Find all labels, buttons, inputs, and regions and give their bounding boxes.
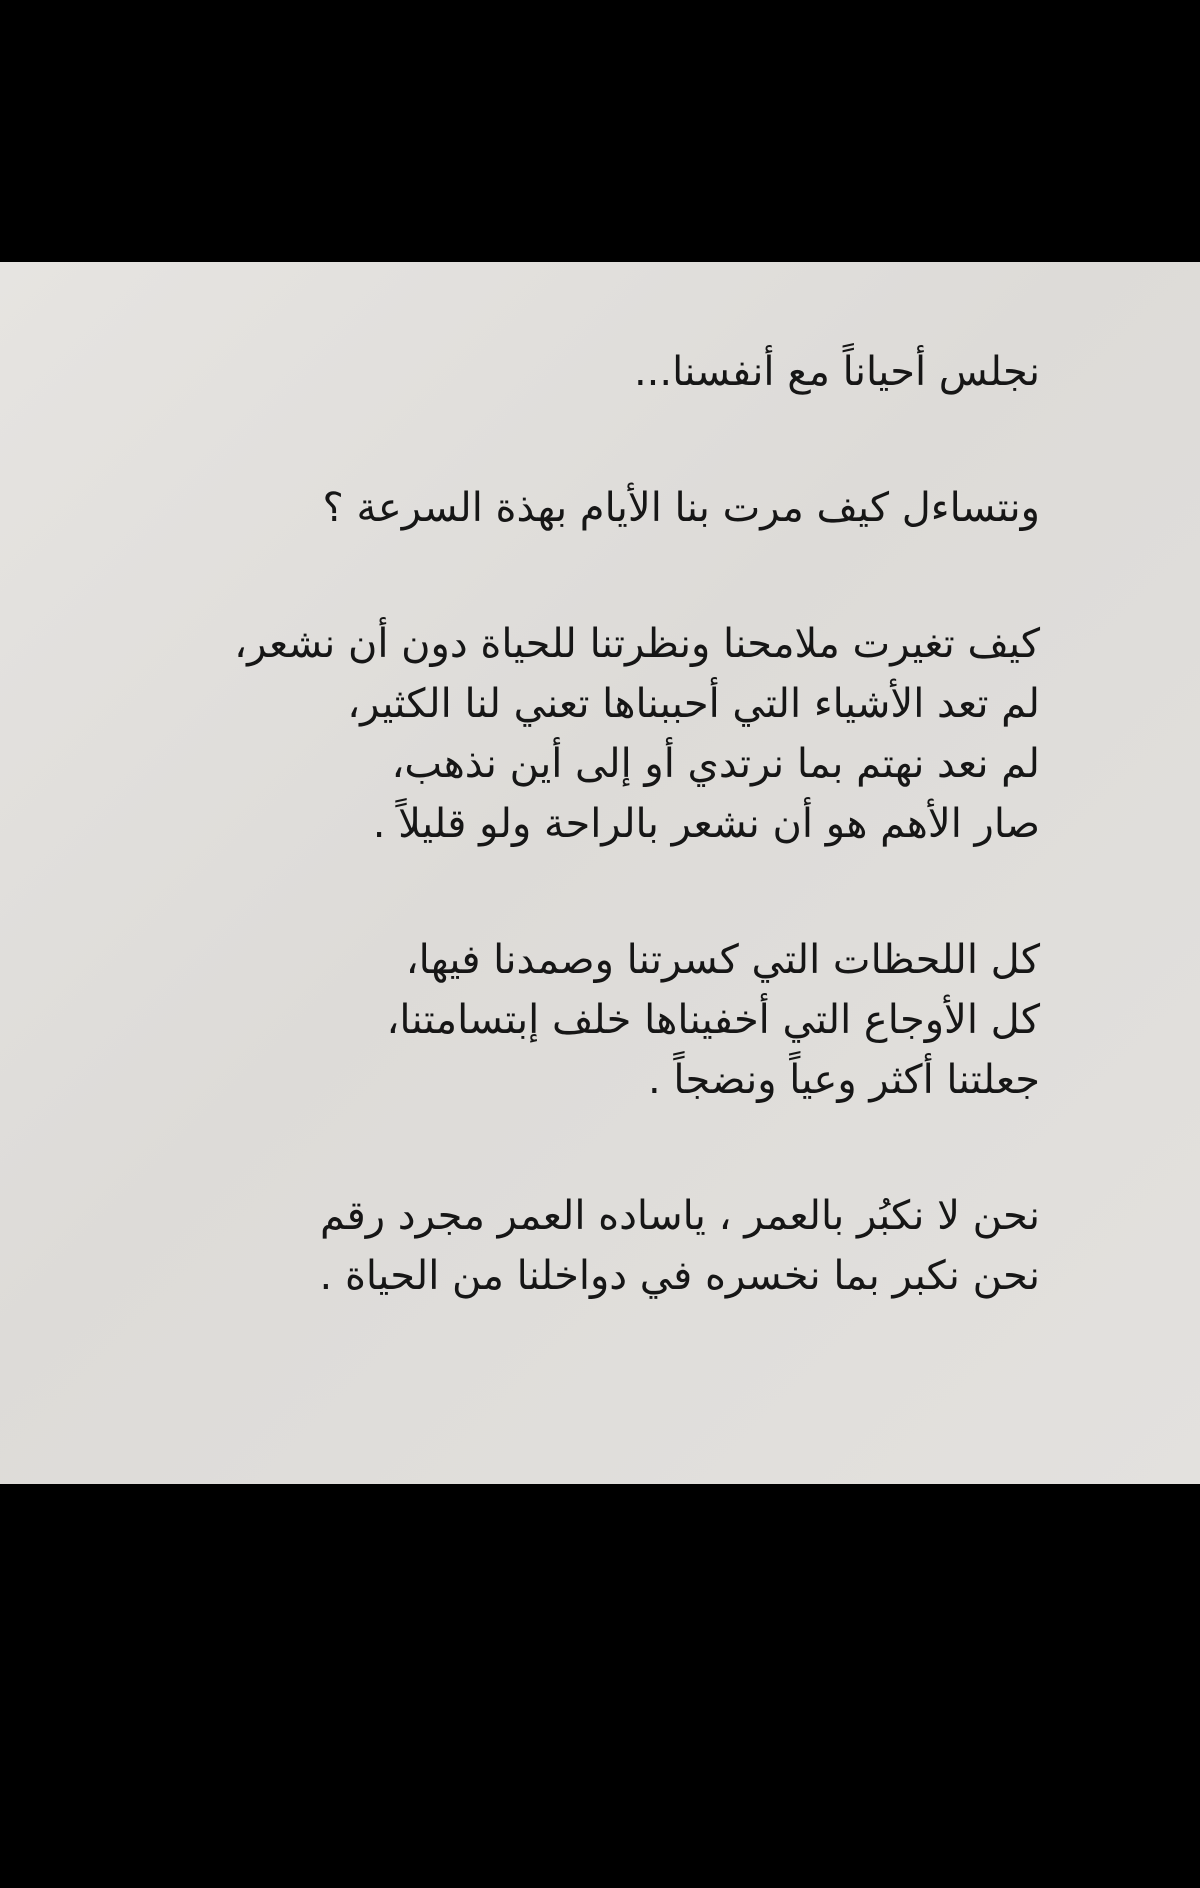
- text-line: كيف تغيرت ملامحنا ونظرتنا للحياة دون أن نشعر،: [234, 621, 1040, 667]
- stanza-1: [140, 342, 1040, 402]
- text-line: نحن نكبر بما نخسره في دواخلنا من الحياة .: [319, 1253, 1040, 1299]
- poem-text: [140, 342, 1040, 1306]
- top-black-band: [0, 0, 1200, 262]
- stanza-5: [140, 1186, 1040, 1306]
- text-line: كل الأوجاع التي أخفيناها خلف إبتسامتنا،: [386, 997, 1040, 1043]
- stanza-4: [140, 930, 1040, 1110]
- bottom-black-band: [0, 1484, 1200, 1888]
- text-line: نحن لا نكبُر بالعمر ، ياساده العمر مجرد رقم: [320, 1193, 1040, 1239]
- text-line: ونتساءل كيف مرت بنا الأيام بهذة السرعة ؟: [322, 485, 1040, 531]
- stanza-3: [140, 614, 1040, 854]
- stanza-2: [140, 478, 1040, 538]
- text-line: كل اللحظات التي كسرتنا وصمدنا فيها،: [405, 937, 1040, 983]
- paper-page: [0, 262, 1200, 1484]
- text-line: جعلتنا أكثر وعياً ونضجاً .: [647, 1057, 1040, 1103]
- text-line: لم نعد نهتم بما نرتدي أو إلى أين نذهب،: [391, 741, 1040, 787]
- text-line: لم تعد الأشياء التي أحببناها تعني لنا الكثير،: [347, 681, 1040, 727]
- text-line: نجلس أحياناً مع أنفسنا...: [633, 349, 1040, 395]
- text-line: صار الأهم هو أن نشعر بالراحة ولو قليلاً .: [372, 801, 1040, 847]
